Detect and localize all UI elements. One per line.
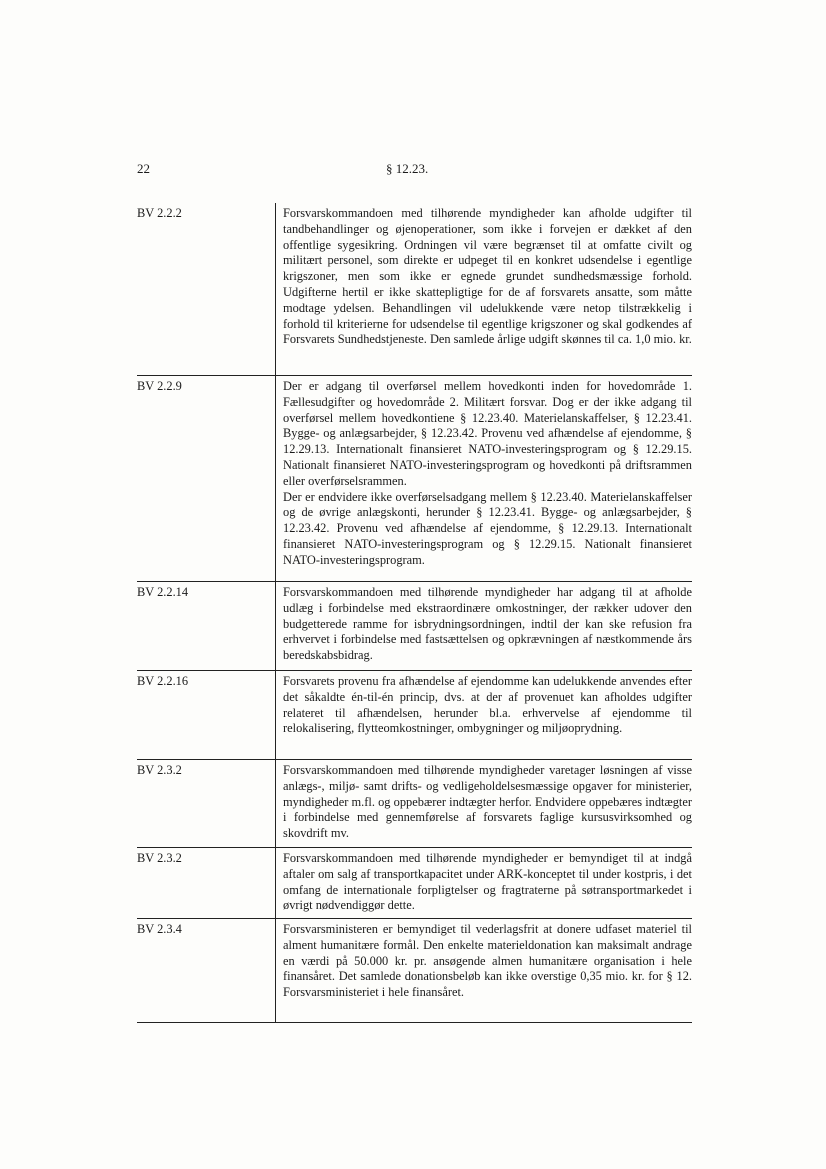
table-row (137, 582, 692, 671)
section-header: § 12.23. (386, 161, 429, 176)
page-number: 22 (137, 161, 150, 176)
provision-paragraph: Der er adgang til overførsel mellem hovedkonti inden for hovedområde 1. Fællesudgifter og hovedområde 2. Militært forsvar. Dog er der ikke adgang til overførsel mellem hovedkontiene § 12.23.40. Materielanskaffelser, § 12.23.41. Bygge- og anlægsarbejder, § 12.23.42. Provenu ved afhændelse af ejendomme, § 12.29.13. Internationalt finansieret NATO-investeringsprogram og § 12.29.15. Nationalt finansieret NATO-investeringsprogram og hovedkonti på driftsrammen eller overførselsrammen. (283, 379, 692, 488)
provision-code: BV 2.3.2 (137, 760, 276, 847)
table-row (137, 203, 692, 376)
provision-paragraph: Forsvarsministeren er bemyndiget til vederlagsfrit at donere udfaset materiel til alment humanitære formål. Den enkelte materieldonation kan maksimalt andrage en værdi på 50.000 kr. pr. ansøgende almen humanitære organisation i hele finansåret. Det samlede donationsbeløb kan ikke overstige 0,35 mio. kr. for § 12. Forsvarsministeriet i hele finansåret. (283, 922, 692, 1000)
provision-paragraph: Der er endvidere ikke overførselsadgang mellem § 12.23.40. Materielanskaffelser og de øvrige anlægskonti, herunder § 12.23.41. Bygge- og anlægsarbejder, § 12.23.42. Provenu ved afhændelse af ejendomme, § 12.29.13. Internationalt finansieret NATO-investeringsprogram og § 12.29.15. Nationalt finansieret NATO-investeringsprogram. (283, 489, 692, 567)
table-row (137, 760, 692, 848)
table-row (137, 919, 692, 1023)
table-row (137, 376, 692, 582)
provision-paragraph: Forsvarets provenu fra afhændelse af ejendomme kan udelukkende anvendes efter det såkaldte én-til-én princip, dvs. at der af provenuet kan afholdes udgifter relateret til afhændelsen, herunder bl.a. erhvervelse af ejendomme til relokalisering, flytteomkostninger, ombygninger og miljøoprydning. (283, 674, 692, 736)
provision-paragraph: Forsvarskommandoen med tilhørende myndigheder har adgang til at afholde udlæg i forbindelse med ekstraordinære omkostninger, der rækker udover den budgetterede ramme for isbrydningsordningen, indtil der kan ske refusion fra erhvervet i forbindelse med fastsættelsen og opkrævningen af næstkommende års beredskabsbidrag. (283, 585, 692, 663)
provision-code: BV 2.3.4 (137, 919, 276, 1022)
provision-text (276, 582, 692, 670)
provision-paragraph: Forsvarskommandoen med tilhørende myndigheder kan afholde udgifter til tandbehandlinger og øjenoperationer, som ikke i forvejen er dækket af den offentlige sygesikring. Ordningen vil være begrænset til at omfatte civilt og militært personel, som direkte er udpeget til en konkret udsendelse i egentlige krigszoner, men som ikke er egnede grundet sundhedsmæssige forhold. Udgifterne hertil er ikke skattepligtige for de af forsvarets ansatte, som måtte modtage ydelsen. Behandlingen vil udelukkende være netop tilstrækkelig i forhold til kriterierne for udsendelse til egentlige krigszoner og skal godkendes af Forsvarets Sundhedstjeneste. Den samlede årlige udgift skønnes til ca. 1,0 mio. kr. (283, 206, 692, 347)
provision-text (276, 671, 692, 759)
provision-text (276, 848, 692, 918)
provisions-table (137, 203, 692, 1023)
provision-code: BV 2.2.16 (137, 671, 276, 759)
provision-code: BV 2.2.2 (137, 203, 276, 375)
table-row (137, 671, 692, 760)
provision-text (276, 376, 692, 581)
provision-code: BV 2.2.9 (137, 376, 276, 581)
provision-text (276, 203, 692, 375)
provision-code: BV 2.3.2 (137, 848, 276, 918)
provision-paragraph: Forsvarskommandoen med tilhørende myndigheder er bemyndiget til at indgå aftaler om salg af transportkapacitet under ARK-konceptet til under kostpris, i det omfang de internationale forpligtelser og fragtraterne på søtransportmarkedet i øvrigt nødvendiggør dette. (283, 851, 692, 913)
provision-text (276, 919, 692, 1022)
provision-paragraph: Forsvarskommandoen med tilhørende myndigheder varetager løsningen af visse anlægs-, miljø- samt drifts- og vedligeholdelsesmæssige opgaver for ministerier, myndigheder m.fl. og oppebærer indtægter herfor. Endvidere oppebæres indtægter i forbindelse med gennemførelse af forsvarets faglige kursusvirksomhed og skovdrift mv. (283, 763, 692, 841)
provision-code: BV 2.2.14 (137, 582, 276, 670)
table-row (137, 848, 692, 919)
provision-text (276, 760, 692, 847)
